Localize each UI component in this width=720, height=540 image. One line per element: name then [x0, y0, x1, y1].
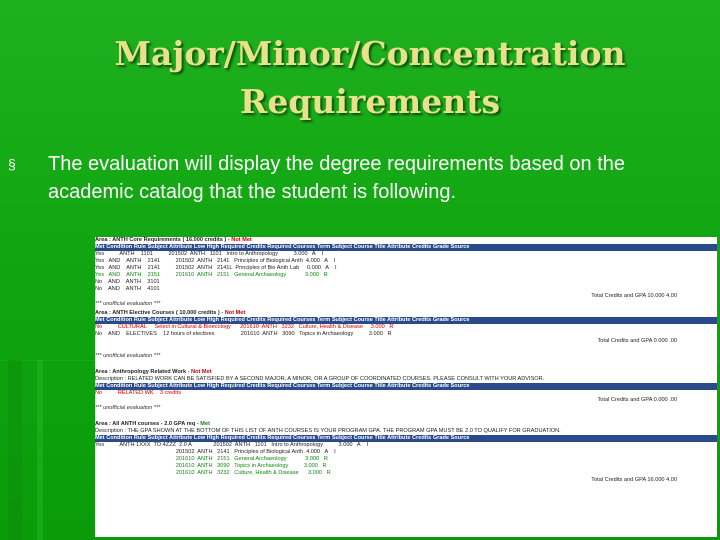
area-2-title: Area : ANTH Elective Courses ( 10.000 credits ) — [95, 310, 220, 316]
area-3-total: Total Credits and GPA 0.000 .00 — [597, 397, 677, 403]
table-row: 201502 ANTH 2141 Principles of Biological Anth 4.000 A I — [95, 449, 336, 455]
table-row: Yes AND ANTH 2141 201502 ANTH 2141L Principles of Bio Anth Lab 0.000 A I — [95, 265, 337, 271]
table-row: 201610 ANTH 2151 General Archaeology 3.000 R — [95, 456, 328, 462]
area-3-unofficial-note: *** unofficial evaluation *** — [95, 405, 161, 411]
table-row: No RELATED WK 3 credits — [95, 390, 181, 396]
title-line-1: Major/Minor/Concentration — [114, 34, 626, 73]
area-4-description: Description : THE GPA SHOWN AT THE BOTTOM OF THIS LIST OF ANTH COURSES IS YOUR PROGRAM GPA. THE PROGRAM GPA MUST BE 2.0 TO QUALIFY FOR GRADUATION. — [95, 428, 561, 434]
area-1-rows — [95, 251, 717, 293]
table-row: Yes AND ANTH 2141 201502 ANTH 2141 Principles of Biological Anth 4.000 A I — [95, 258, 336, 264]
area-1-unofficial-note: *** unofficial evaluation *** — [95, 301, 161, 307]
area-1-total: Total Credits and GPA 10.000 4.00 — [591, 293, 677, 299]
slide-title — [80, 30, 660, 126]
area-2-rows — [95, 324, 717, 338]
area-1-status: Not Met — [231, 237, 252, 243]
area-4-title: Area : All ANTH courses - 2.0 GPA req — [95, 421, 196, 427]
table-row: 201610 ANTH 3232 Culture, Health & Disease 3.000 R — [95, 470, 331, 476]
bullet-text: The evaluation will display the degree requirements based on the academic catalog that the student is following. — [48, 153, 626, 203]
area-2-heading: Area : ANTH Elective Courses ( 10.000 credits ) - Not Met — [95, 310, 246, 316]
area-2-unofficial-note: *** unofficial evaluation *** — [95, 353, 161, 359]
area-3-title: Area : Anthropology Related Work — [95, 369, 187, 375]
area-2-table-header: Met Condition Rule Subject Attribute Low High Required Credits Required Courses Term Subject Course Title Attribute Credits Grade Source — [95, 317, 717, 324]
area-4-total: Total Credits and GPA 16.000 4.00 — [591, 477, 677, 483]
table-row: No AND ANTH 4101 — [95, 286, 160, 292]
area-3-table-header: Met Condition Rule Subject Attribute Low High Required Credits Required Courses Term Subject Course Title Attribute Credits Grade Source — [95, 383, 717, 390]
degree-evaluation-screenshot — [95, 237, 717, 537]
area-2-total: Total Credits and GPA 0.000 .00 — [597, 338, 677, 344]
table-row: No CULTURAL Select in Cultural & Bioecology 201610 ANTH 3232 Culture, Health & Disease 3.000 R — [95, 324, 394, 330]
title-line-2: Requirements — [239, 82, 501, 121]
area-4-status: Met — [200, 421, 210, 427]
table-row: Yes AND ANTH 2151 201610 ANTH 2151 General Archaeology 3.000 R — [95, 272, 328, 278]
area-4-heading: Area : All ANTH courses - 2.0 GPA req - Met — [95, 421, 210, 427]
area-3-heading: Area : Anthropology Related Work - Not Met — [95, 369, 212, 375]
area-1-title: Area : ANTH Core Requirements ( 16.000 credits ) — [95, 237, 227, 243]
area-4-rows — [95, 442, 717, 477]
table-row: Yes ANTH 1101 201502 ANTH 1101 Intro to Anthropology 3.000 A I — [95, 251, 324, 257]
table-row: No AND ANTH 3101 — [95, 279, 160, 285]
area-4-table-header: Met Condition Rule Subject Attribute Low High Required Credits Required Courses Term Subject Course Title Attribute Credits Grade Source — [95, 435, 717, 442]
area-3-status: Not Met — [191, 369, 212, 375]
area-3-rows — [95, 390, 717, 397]
area-1-heading: Area : ANTH Core Requirements ( 16.000 credits ) - Not Met — [95, 237, 252, 243]
bullet-icon: § — [8, 156, 16, 172]
area-3-description: Description : RELATED WORK CAN BE SATISFIED BY A SECOND MAJOR, A MINOR, OR A GROUP OF COORDINATED COURSES. PLEASE CONSULT WITH YOUR ADVISOR. — [95, 376, 545, 382]
area-1-table-header: Met Condition Rule Subject Attribute Low High Required Credits Required Courses Term Subject Course Title Attribute Credits Grade Source — [95, 244, 717, 251]
table-row: No AND ELECTIVES 12 hours of electives 201610 ANTH 3090 Topics in Archaeology 3.000 R — [95, 331, 392, 337]
table-row: 201610 ANTH 3090 Topics in Archaeology 3.000 R — [95, 463, 327, 469]
table-row: Yes ANTH 1XXX TO 4ZZZ 2.0 A 201502 ANTH 1101 Intro to Anthropology 3.000 A I — [95, 442, 369, 448]
area-2-status: Not Met — [224, 310, 246, 316]
